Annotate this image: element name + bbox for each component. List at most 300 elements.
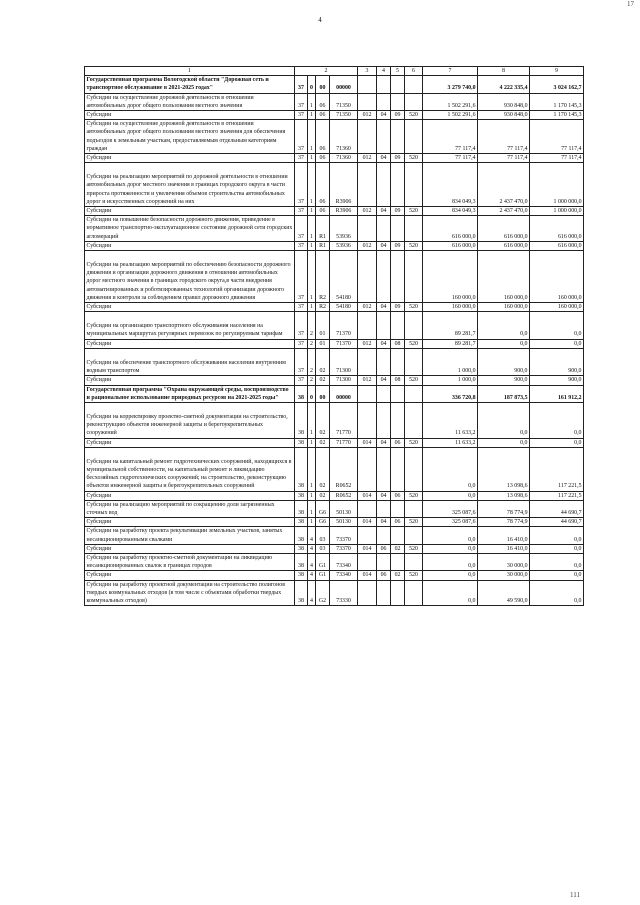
amount-cell: 0,0 [530,571,584,580]
code-cell: 04 [377,438,391,447]
code-cell: 38 [295,438,308,447]
code-cell: 1 [308,241,316,250]
code-cell: R3906 [330,163,358,207]
table-row [85,312,584,339]
code-cell: 38 [295,527,308,544]
table-row [85,500,584,517]
code-cell: 73340 [330,553,358,570]
table-row [85,544,584,553]
amount-cell: 325 087,6 [423,500,478,517]
row-name: Субсидии [85,438,295,447]
code-cell: 71370 [330,339,358,348]
row-name: Субсидии на капитальный ремонт гидротехнических сооружений, находящихся в муниципальной собственности, на капитальный ремонт и ликвидацию бесхозяйных гидротехнических сооружений; на строительство, реконструкцию объектов инженерной защиты и берегоукрепительных сооружений [85,447,295,491]
header-cell: 8 [478,67,530,76]
code-cell: 4 [308,553,316,570]
code-cell: 08 [391,339,405,348]
code-cell: 04 [377,376,391,385]
footer-mark: 111 [570,891,580,899]
code-cell: 37 [295,76,308,93]
code-cell: 1 [308,500,316,517]
row-name: Субсидии [85,491,295,500]
code-cell: 02 [316,348,330,375]
code-cell: 50130 [330,518,358,527]
code-cell [358,216,377,242]
page-number: 4 [318,16,322,24]
table-row [85,385,584,402]
code-cell: 520 [405,303,423,312]
code-cell: 09 [391,303,405,312]
code-cell: 04 [377,339,391,348]
row-name: Субсидии на разработку проекта рекультивации земельных участков, занятых несанкционированными свалками [85,527,295,544]
code-cell: 014 [358,491,377,500]
code-cell: 520 [405,241,423,250]
amount-cell: 11 633,2 [423,402,478,438]
code-cell: 06 [391,518,405,527]
amount-cell: 0,0 [423,553,478,570]
amount-cell: 13 098,6 [478,447,530,491]
code-cell [377,76,391,93]
code-cell: 2 [308,312,316,339]
code-cell: 1 [308,491,316,500]
code-cell [358,120,377,154]
table-row [85,580,584,606]
code-cell: 1 [308,303,316,312]
code-cell: 38 [295,571,308,580]
code-cell: 37 [295,376,308,385]
code-cell: 02 [391,544,405,553]
row-name: Государственная программа Вологодской области "Дорожная сеть и транспортное обслуживание в 2021-2025 годах" [85,76,295,93]
code-cell: 2 [308,339,316,348]
code-cell [391,163,405,207]
budget-table [84,66,584,606]
code-cell [405,527,423,544]
code-cell [377,163,391,207]
amount-cell: 1 502 291,6 [423,111,478,120]
amount-cell: 0,0 [530,402,584,438]
code-cell: 1 [308,207,316,216]
code-cell [391,553,405,570]
code-cell: 06 [377,544,391,553]
code-cell: 38 [295,447,308,491]
code-cell: 2 [308,348,316,375]
code-cell: G6 [316,500,330,517]
code-cell: 71360 [330,120,358,154]
row-name: Субсидии на осуществление дорожной деятельности в отношении автомобильных дорог общего пользования местного значения [85,93,295,110]
row-name: Субсидии на разработку проектной документации на строительство полигонов твердых коммунальных отходов (в том числе с объектами обработки твердых коммунальных отходов) [85,580,295,606]
code-cell [405,385,423,402]
row-name: Субсидии [85,571,295,580]
code-cell: 02 [316,402,330,438]
row-name: Субсидии на реализацию мероприятий по обеспечению безопасности дорожного движения и организации дорожного движения в отношении автомобильных дорог местного значения в границах городского округа,в части внедрения автоматизированных и роботизированных технологий организации дорожного движения и контроля за соблюдением правил дорожного движения [85,251,295,303]
code-cell: R0652 [330,491,358,500]
row-name: Субсидии [85,339,295,348]
code-cell: 014 [358,544,377,553]
code-cell [391,385,405,402]
table-row [85,93,584,110]
code-cell [391,312,405,339]
code-cell [391,580,405,606]
code-cell [358,500,377,517]
corner-mark: 17 [627,0,634,8]
table-row [85,339,584,348]
code-cell: 54180 [330,251,358,303]
code-cell: 73370 [330,527,358,544]
code-cell [377,216,391,242]
table-row [85,216,584,242]
code-cell: 012 [358,111,377,120]
code-cell: 08 [391,376,405,385]
amount-cell: 0,0 [423,491,478,500]
code-cell: 37 [295,154,308,163]
amount-cell: 616 000,0 [530,216,584,242]
table-row [85,447,584,491]
code-cell: 06 [391,438,405,447]
code-cell: 00000 [330,76,358,93]
code-cell [358,76,377,93]
amount-cell: 78 774,9 [478,500,530,517]
row-name: Субсидии [85,207,295,216]
code-cell: 38 [295,518,308,527]
amount-cell: 77 117,4 [423,154,478,163]
code-cell: 520 [405,207,423,216]
code-cell: 2 [308,376,316,385]
amount-cell: 30 000,0 [478,571,530,580]
amount-cell: 0,0 [478,402,530,438]
table-row [85,518,584,527]
code-cell [405,163,423,207]
code-cell [377,500,391,517]
amount-cell: 0,0 [423,527,478,544]
amount-cell: 0,0 [530,438,584,447]
code-cell: 37 [295,348,308,375]
code-cell: 01 [316,312,330,339]
amount-cell: 0,0 [530,580,584,606]
code-cell [391,251,405,303]
code-cell [377,312,391,339]
amount-cell: 616 000,0 [478,241,530,250]
code-cell [405,500,423,517]
amount-cell: 900,0 [478,348,530,375]
code-cell: 1 [308,251,316,303]
table-row [85,76,584,93]
code-cell: 73370 [330,544,358,553]
code-cell [358,580,377,606]
code-cell: 04 [377,518,391,527]
code-cell [358,527,377,544]
amount-cell: 117 221,5 [530,491,584,500]
amount-cell: 930 848,0 [478,93,530,110]
code-cell: 71350 [330,93,358,110]
amount-cell: 77 117,4 [478,154,530,163]
amount-cell: 1 170 145,3 [530,93,584,110]
code-cell: 1 [308,447,316,491]
code-cell: 014 [358,438,377,447]
amount-cell: 0,0 [423,571,478,580]
code-cell [358,385,377,402]
code-cell [405,553,423,570]
code-cell: 04 [377,303,391,312]
amount-cell: 16 410,0 [478,527,530,544]
code-cell: R2 [316,251,330,303]
code-cell: 4 [308,571,316,580]
amount-cell: 13 098,6 [478,491,530,500]
code-cell: 38 [295,385,308,402]
code-cell [405,348,423,375]
code-cell: 520 [405,154,423,163]
code-cell: 38 [295,500,308,517]
code-cell [377,120,391,154]
amount-cell: 160 000,0 [478,251,530,303]
code-cell: 50130 [330,500,358,517]
code-cell: 04 [377,241,391,250]
header-cell: 1 [85,67,295,76]
amount-cell: 834 049,3 [423,163,478,207]
header-cell: 5 [391,67,405,76]
code-cell [377,251,391,303]
amount-cell: 834 049,3 [423,207,478,216]
code-cell: 520 [405,491,423,500]
code-cell: 00 [316,385,330,402]
code-cell: 09 [391,241,405,250]
code-cell: 38 [295,544,308,553]
code-cell: 54180 [330,303,358,312]
amount-cell: 616 000,0 [530,241,584,250]
row-name: Субсидии [85,544,295,553]
amount-cell: 11 633,2 [423,438,478,447]
code-cell [405,76,423,93]
code-cell: 1 [308,93,316,110]
amount-cell: 616 000,0 [423,241,478,250]
row-name: Субсидии [85,518,295,527]
code-cell: 0 [308,385,316,402]
amount-cell: 160 000,0 [530,251,584,303]
code-cell: 1 [308,120,316,154]
amount-cell: 3 024 162,7 [530,76,584,93]
code-cell: 520 [405,339,423,348]
amount-cell: 0,0 [423,544,478,553]
code-cell: 37 [295,93,308,110]
amount-cell: 89 281,7 [423,312,478,339]
code-cell [377,553,391,570]
code-cell [377,527,391,544]
code-cell: 73340 [330,571,358,580]
amount-cell: 0,0 [478,438,530,447]
code-cell: 4 [308,580,316,606]
code-cell: 71770 [330,438,358,447]
amount-cell: 0,0 [530,553,584,570]
amount-cell: 900,0 [478,376,530,385]
code-cell: 06 [316,93,330,110]
table-row [85,251,584,303]
code-cell: 71770 [330,402,358,438]
code-cell: R1 [316,241,330,250]
code-cell: 37 [295,251,308,303]
table-row [85,527,584,544]
code-cell: 520 [405,376,423,385]
code-cell: 37 [295,339,308,348]
amount-cell: 1 000,0 [423,348,478,375]
code-cell: 014 [358,518,377,527]
amount-cell: 0,0 [423,580,478,606]
amount-cell: 900,0 [530,376,584,385]
code-cell [377,402,391,438]
amount-cell: 0,0 [478,339,530,348]
amount-cell: 900,0 [530,348,584,375]
table-row [85,111,584,120]
code-cell [358,553,377,570]
amount-cell: 616 000,0 [478,216,530,242]
amount-cell: 30 000,0 [478,553,530,570]
code-cell: 1 [308,438,316,447]
code-cell: 1 [308,402,316,438]
code-cell: 520 [405,438,423,447]
code-cell [405,251,423,303]
amount-cell: 3 279 740,0 [423,76,478,93]
code-cell: 4 [308,527,316,544]
header-cell: 6 [405,67,423,76]
code-cell: 37 [295,111,308,120]
table-row [85,348,584,375]
table-row [85,163,584,207]
row-name: Субсидии [85,111,295,120]
amount-cell: 160 000,0 [423,251,478,303]
header-cell: 9 [530,67,584,76]
amount-cell: 77 117,4 [530,154,584,163]
code-cell: 06 [391,491,405,500]
code-cell: 0 [308,76,316,93]
code-cell: 09 [391,154,405,163]
code-cell: 04 [377,491,391,500]
code-cell: G6 [316,518,330,527]
code-cell: 4 [308,544,316,553]
amount-cell: 1 502 291,6 [423,93,478,110]
code-cell: 012 [358,339,377,348]
amount-cell: 160 000,0 [423,303,478,312]
code-cell [377,348,391,375]
amount-cell: 336 720,8 [423,385,478,402]
code-cell: 03 [316,527,330,544]
row-name: Субсидии на реализацию мероприятий по сокращению доли загрязненных сточных вод [85,500,295,517]
code-cell [391,93,405,110]
code-cell [405,120,423,154]
amount-cell: 161 912,2 [530,385,584,402]
code-cell [391,216,405,242]
code-cell: 012 [358,303,377,312]
row-name: Субсидии [85,241,295,250]
code-cell: 02 [316,447,330,491]
code-cell: 71300 [330,348,358,375]
code-cell: 06 [316,163,330,207]
code-cell: 38 [295,402,308,438]
amount-cell: 77 117,4 [423,120,478,154]
code-cell: 06 [316,207,330,216]
code-cell: 37 [295,303,308,312]
table-row [85,207,584,216]
code-cell: 04 [377,207,391,216]
code-cell: 02 [316,491,330,500]
header-cell: 2 [295,67,358,76]
code-cell: 03 [316,544,330,553]
code-cell: G2 [316,580,330,606]
amount-cell: 325 087,6 [423,518,478,527]
amount-cell: 0,0 [530,527,584,544]
row-name: Субсидии на разработку проектно-сметной документации на ликвидацию несанкционированных свалок в границах городов [85,553,295,570]
code-cell: 520 [405,111,423,120]
amount-cell: 44 690,7 [530,518,584,527]
code-cell: G1 [316,553,330,570]
code-cell: 02 [391,571,405,580]
code-cell: 02 [316,438,330,447]
code-cell [377,447,391,491]
code-cell: 012 [358,241,377,250]
code-cell: 37 [295,120,308,154]
header-cell: 3 [358,67,377,76]
row-name: Субсидии на реализацию мероприятий по дорожной деятельности в отношении автомобильных дорог местного значения в границах городского округа в части прироста протяженности и увеличения объемов строительства автомобильных дорог и искусственных сооружений на них [85,163,295,207]
code-cell: 71300 [330,376,358,385]
code-cell: 06 [316,154,330,163]
amount-cell: 0,0 [530,312,584,339]
code-cell: 06 [316,120,330,154]
code-cell [405,93,423,110]
code-cell [405,312,423,339]
code-cell: 09 [391,207,405,216]
code-cell [391,402,405,438]
code-cell: G1 [316,571,330,580]
code-cell [358,312,377,339]
code-cell: 1 [308,518,316,527]
row-name: Субсидии на обеспечение транспортного обслуживания населения внутренним водным транспортом [85,348,295,375]
amount-cell: 1 000 000,0 [530,207,584,216]
code-cell: 71360 [330,154,358,163]
row-name: Субсидии на организацию транспортного обслуживания населения на муниципальных маршрутах регулярных перевозок по регулируемым тарифам [85,312,295,339]
code-cell: 014 [358,571,377,580]
code-cell [405,580,423,606]
amount-cell: 0,0 [530,544,584,553]
code-cell: 53936 [330,216,358,242]
code-cell: 53936 [330,241,358,250]
amount-cell: 0,0 [530,339,584,348]
amount-cell: 44 690,7 [530,500,584,517]
amount-cell: 89 281,7 [423,339,478,348]
code-cell [405,216,423,242]
code-cell: 1 [308,216,316,242]
header-cell: 7 [423,67,478,76]
table-row [85,491,584,500]
code-cell: 012 [358,207,377,216]
code-cell: 37 [295,241,308,250]
code-cell: 71370 [330,312,358,339]
code-cell [391,120,405,154]
code-cell [405,447,423,491]
code-cell [358,348,377,375]
code-cell: 06 [316,111,330,120]
code-cell [377,385,391,402]
amount-cell: 616 000,0 [423,216,478,242]
code-cell: R2 [316,303,330,312]
code-cell: 04 [377,111,391,120]
code-cell: R1 [316,216,330,242]
table-row [85,303,584,312]
code-cell: 38 [295,553,308,570]
table-row [85,402,584,438]
code-cell: 1 [308,111,316,120]
code-cell: 00 [316,76,330,93]
amount-cell: 16 410,0 [478,544,530,553]
table-header-row [85,67,584,76]
code-cell [358,163,377,207]
amount-cell: 1 000,0 [423,376,478,385]
code-cell: 1 [308,163,316,207]
